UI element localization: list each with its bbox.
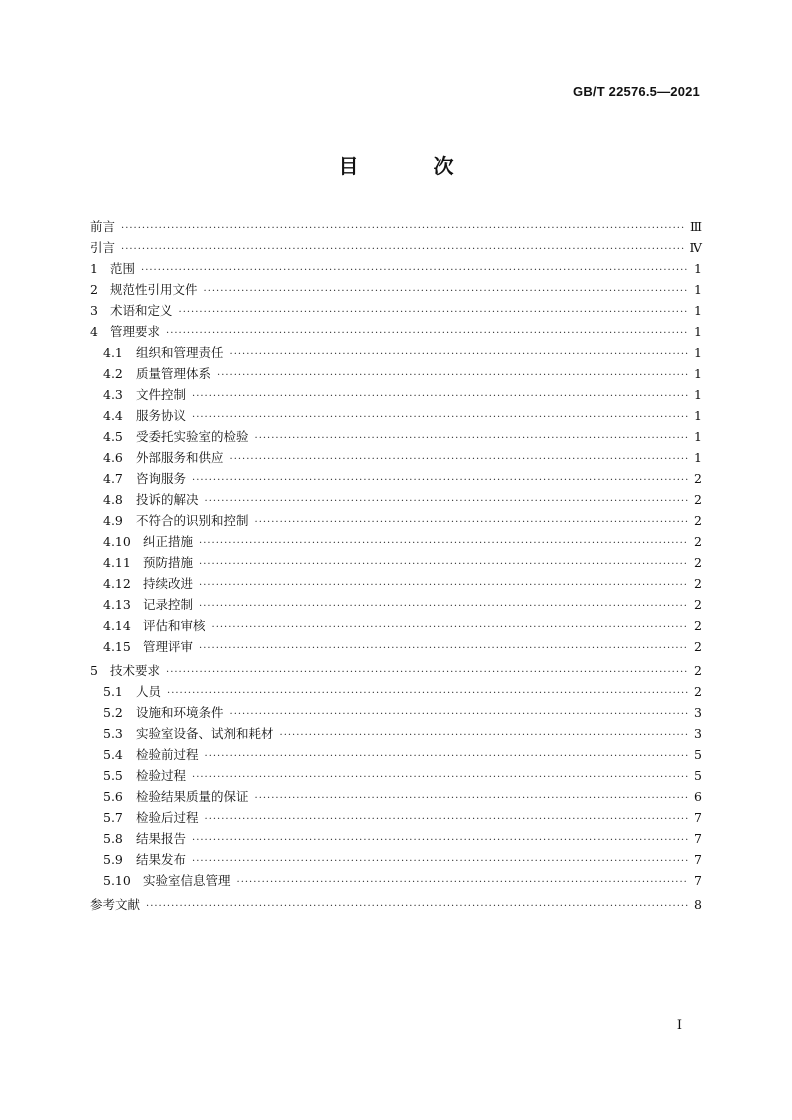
- toc-entry[interactable]: [90, 765, 702, 786]
- toc-leader-dots: [230, 704, 688, 725]
- toc-entry-number: 5.3: [103, 726, 123, 741]
- toc-entry-label: 管理要求: [110, 324, 161, 339]
- toc-entry-page: 3: [694, 726, 702, 741]
- toc-entry-label: 质量管理体系: [136, 366, 212, 381]
- toc-entry-label: 文件控制: [136, 387, 187, 402]
- toc-entry-label: 实验室信息管理: [143, 873, 231, 888]
- toc-entry-label: 实验室设备、试剂和耗材: [136, 726, 274, 741]
- toc-entry-label: 咨询服务: [136, 471, 187, 486]
- toc-entry-page: 2: [694, 639, 702, 654]
- toc-leader-dots: [179, 302, 688, 323]
- toc-entry-number: 5.8: [103, 831, 123, 846]
- page-title: 目 次: [338, 154, 488, 178]
- toc-entry-page: 2: [694, 618, 702, 633]
- toc-leader-dots: [199, 575, 688, 596]
- toc-entry-label: 引言: [90, 240, 116, 255]
- toc-entry-page: 2: [694, 597, 702, 612]
- toc-entry-label: 组织和管理责任: [136, 345, 224, 360]
- toc-leader-dots: [204, 281, 688, 302]
- toc-leader-dots: [205, 809, 688, 830]
- toc-leader-dots: [280, 725, 688, 746]
- toc-leader-dots: [192, 470, 688, 491]
- toc-entry[interactable]: [90, 573, 702, 594]
- toc-entry-label: 服务协议: [136, 408, 187, 423]
- toc-entry-label: 不符合的识别和控制: [136, 513, 249, 528]
- toc-entry-number: 5.9: [103, 852, 123, 867]
- toc-entry-page: 1: [694, 366, 702, 381]
- toc-entry[interactable]: [90, 681, 702, 702]
- toc-entry-number: 4.11: [103, 555, 131, 570]
- toc-leader-dots: [192, 407, 688, 428]
- toc-entry-number: 3: [90, 303, 98, 318]
- toc-entry-label: 记录控制: [143, 597, 194, 612]
- toc-leader-dots: [121, 239, 683, 260]
- toc-entry-page: 5: [694, 768, 702, 783]
- toc-leader-dots: [230, 449, 688, 470]
- toc-entry[interactable]: [90, 636, 702, 657]
- toc-entry[interactable]: [90, 426, 702, 447]
- toc-leader-dots: [192, 851, 688, 872]
- toc-entry[interactable]: [90, 384, 702, 405]
- toc-entry-page: 1: [694, 303, 702, 318]
- page-number: Ⅰ: [676, 1018, 682, 1033]
- toc-entry-number: 4.9: [103, 513, 123, 528]
- toc-leader-dots: [205, 491, 688, 512]
- toc-entry-page: 2: [694, 663, 702, 678]
- toc-entry[interactable]: [90, 342, 702, 363]
- toc-entry-page: 5: [694, 747, 702, 762]
- toc-entry[interactable]: [90, 723, 702, 744]
- toc-entry-label: 结果报告: [136, 831, 187, 846]
- toc-leader-dots: [199, 533, 688, 554]
- toc-entry-page: 7: [694, 873, 702, 888]
- toc-entry-page: 6: [694, 789, 702, 804]
- toc-entry-page: 1: [694, 450, 702, 465]
- toc-entry-number: 5: [90, 663, 98, 678]
- toc-entry[interactable]: [90, 468, 702, 489]
- toc-entry-label: 受委托实验室的检验: [136, 429, 249, 444]
- toc-entry[interactable]: [90, 531, 702, 552]
- toc-entry[interactable]: [90, 894, 702, 915]
- toc-leader-dots: [166, 662, 688, 683]
- toc-entry-page: 2: [694, 492, 702, 507]
- toc-leader-dots: [217, 365, 688, 386]
- toc-leader-dots: [199, 554, 688, 575]
- table-of-contents: [90, 216, 702, 915]
- toc-entry-number: 5.7: [103, 810, 123, 825]
- toc-entry-number: 5.10: [103, 873, 131, 888]
- toc-entry[interactable]: [90, 321, 702, 342]
- toc-entry-number: 4.6: [103, 450, 123, 465]
- toc-entry-number: 2: [90, 282, 98, 297]
- toc-entry-label: 预防措施: [143, 555, 194, 570]
- toc-entry-label: 检验结果质量的保证: [136, 789, 249, 804]
- toc-entry[interactable]: [90, 552, 702, 573]
- toc-entry-label: 参考文献: [90, 897, 141, 912]
- toc-entry[interactable]: [90, 615, 702, 636]
- toc-entry-label: 设施和环境条件: [136, 705, 224, 720]
- toc-entry-page: 1: [694, 282, 702, 297]
- toc-entry[interactable]: [90, 216, 702, 237]
- toc-entry-label: 前言: [90, 219, 116, 234]
- toc-entry-page: 7: [694, 831, 702, 846]
- toc-entry[interactable]: [90, 237, 702, 258]
- toc-entry-page: 8: [694, 897, 702, 912]
- toc-entry-page: 1: [694, 408, 702, 423]
- toc-entry-label: 投诉的解决: [136, 492, 199, 507]
- toc-entry-page: Ⅲ: [689, 219, 702, 234]
- toc-entry-page: 1: [694, 261, 702, 276]
- toc-leader-dots: [166, 323, 688, 344]
- toc-entry-number: 1: [90, 261, 98, 276]
- toc-entry[interactable]: [90, 447, 702, 468]
- toc-entry-number: 4.5: [103, 429, 123, 444]
- toc-entry-label: 外部服务和供应: [136, 450, 224, 465]
- toc-entry-label: 评估和审核: [143, 618, 206, 633]
- toc-entry-page: 1: [694, 324, 702, 339]
- toc-entry-number: 4.3: [103, 387, 123, 402]
- toc-entry-number: 5.2: [103, 705, 123, 720]
- toc-leader-dots: [230, 344, 688, 365]
- toc-leader-dots: [255, 428, 688, 449]
- toc-entry-page: 7: [694, 810, 702, 825]
- toc-entry[interactable]: [90, 258, 702, 279]
- toc-leader-dots: [205, 746, 688, 767]
- toc-entry-page: 2: [694, 513, 702, 528]
- toc-entry-number: 5.6: [103, 789, 123, 804]
- toc-entry-page: 2: [694, 534, 702, 549]
- toc-entry-number: 4.14: [103, 618, 131, 633]
- toc-entry-page: 2: [694, 555, 702, 570]
- toc-entry-label: 结果发布: [136, 852, 187, 867]
- toc-entry-number: 4.8: [103, 492, 123, 507]
- toc-entry[interactable]: [90, 489, 702, 510]
- toc-leader-dots: [167, 683, 688, 704]
- toc-entry-number: 5.4: [103, 747, 123, 762]
- toc-entry[interactable]: [90, 744, 702, 765]
- toc-entry[interactable]: [90, 702, 702, 723]
- toc-entry[interactable]: [90, 300, 702, 321]
- toc-entry-label: 术语和定义: [110, 303, 173, 318]
- toc-entry[interactable]: [90, 405, 702, 426]
- toc-entry-page: 1: [694, 387, 702, 402]
- toc-leader-dots: [237, 872, 688, 893]
- toc-entry-page: 2: [694, 471, 702, 486]
- toc-entry-label: 持续改进: [143, 576, 194, 591]
- toc-entry-label: 技术要求: [110, 663, 161, 678]
- toc-entry-page: 2: [694, 684, 702, 699]
- toc-entry-number: 4: [90, 324, 98, 339]
- toc-entry-number: 4.1: [103, 345, 123, 360]
- toc-entry-number: 4.13: [103, 597, 131, 612]
- toc-entry[interactable]: [90, 870, 702, 891]
- toc-entry[interactable]: [90, 807, 702, 828]
- toc-entry-number: 4.15: [103, 639, 131, 654]
- toc-entry[interactable]: [90, 510, 702, 531]
- standard-code: GB/T 22576.5—2021: [573, 84, 700, 99]
- toc-leader-dots: [141, 260, 688, 281]
- toc-leader-dots: [192, 386, 688, 407]
- toc-entry-number: 5.1: [103, 684, 123, 699]
- toc-entry-label: 检验后过程: [136, 810, 199, 825]
- toc-entry-number: 4.12: [103, 576, 131, 591]
- toc-entry-number: 4.7: [103, 471, 123, 486]
- toc-entry[interactable]: [90, 363, 702, 384]
- toc-entry[interactable]: [90, 849, 702, 870]
- toc-entry-page: 1: [694, 429, 702, 444]
- toc-leader-dots: [192, 830, 688, 851]
- toc-entry[interactable]: [90, 660, 702, 681]
- toc-entry-label: 规范性引用文件: [110, 282, 198, 297]
- toc-entry-page: 7: [694, 852, 702, 867]
- toc-leader-dots: [192, 767, 688, 788]
- toc-entry-number: 5.5: [103, 768, 123, 783]
- toc-leader-dots: [255, 512, 688, 533]
- toc-entry-label: 检验过程: [136, 768, 187, 783]
- toc-entry[interactable]: [90, 594, 702, 615]
- toc-entry-page: 2: [694, 576, 702, 591]
- toc-leader-dots: [146, 896, 688, 917]
- toc-entry-page: Ⅳ: [689, 240, 702, 255]
- toc-entry-page: 3: [694, 705, 702, 720]
- toc-leader-dots: [199, 638, 688, 659]
- toc-entry-label: 人员: [136, 684, 162, 699]
- toc-entry-label: 检验前过程: [136, 747, 199, 762]
- toc-entry[interactable]: [90, 786, 702, 807]
- toc-entry-number: 4.2: [103, 366, 123, 381]
- toc-entry-number: 4.10: [103, 534, 131, 549]
- toc-entry-page: 1: [694, 345, 702, 360]
- toc-leader-dots: [199, 596, 688, 617]
- toc-entry[interactable]: [90, 828, 702, 849]
- toc-leader-dots: [255, 788, 688, 809]
- toc-entry-label: 管理评审: [143, 639, 194, 654]
- toc-entry[interactable]: [90, 279, 702, 300]
- toc-entry-number: 4.4: [103, 408, 123, 423]
- toc-entry-label: 范围: [110, 261, 136, 276]
- toc-leader-dots: [121, 218, 684, 239]
- toc-entry-label: 纠正措施: [143, 534, 194, 549]
- toc-leader-dots: [212, 617, 688, 638]
